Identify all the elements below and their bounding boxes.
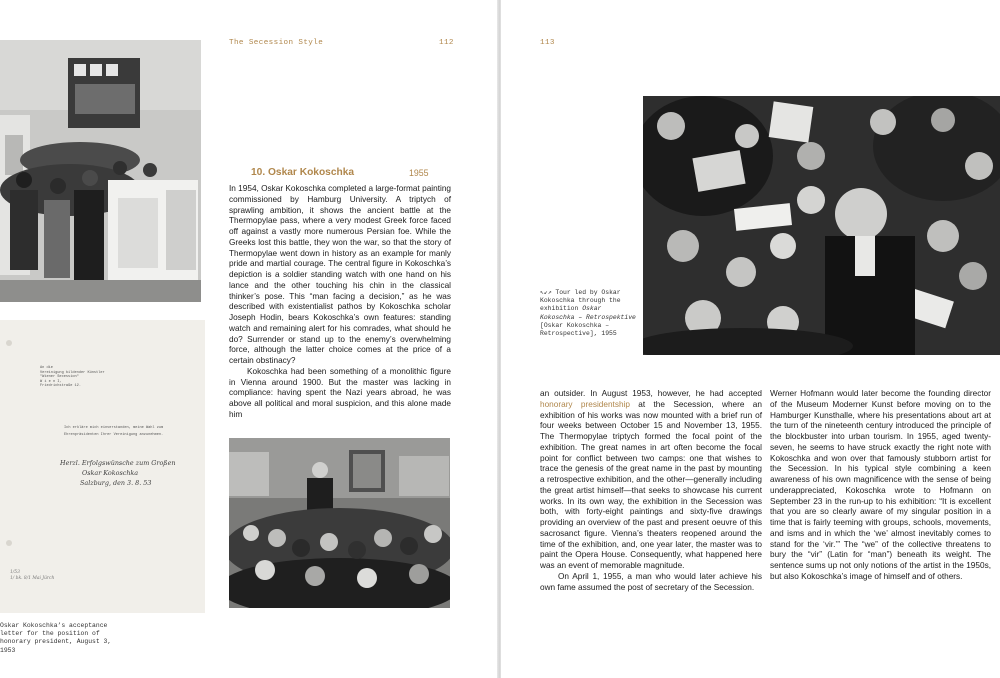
letter-handwriting xyxy=(60,458,175,488)
address-line: W i e n I, xyxy=(40,379,62,384)
section-title: 10. Oskar Kokoschka xyxy=(251,167,355,178)
photo-kokoschka-crowd xyxy=(643,96,1000,355)
right-page xyxy=(501,0,1000,678)
punch-hole xyxy=(6,340,12,346)
letter-body xyxy=(64,425,163,439)
paragraph: Kokoschka had been something of a monolithic figure in Vienna around 1900. But the master was lacking in compliance: having spent the Nazi years abroad, he was above all political and moral suspicion, and this alone made him xyxy=(229,366,451,419)
left-page xyxy=(0,0,498,678)
highlighted-term: honorary presidentship xyxy=(540,399,630,409)
caption-exhibition-title: Oskar Kokoschka – Retrospektive xyxy=(540,305,636,321)
paragraph: In 1954, Oskar Kokoschka completed a large-format painting commissioned by Hamburg University. A triptych of sprawling ambition, it shows the ancient battle at the Thermopylae pass, where a very modest Greek force faced off against a vastly more numerous Persian foe. While the Greeks lost this battle, they won the war, so that the story of Thermopylae went down in history as an example for manly pride and martial courage. The central figure in Kokoschka’s depiction is a soldier standing watch with one hand on his lance and the other touching his chin in the classical thinker’s pose. This “man facing a decision,” as he was described with existentialist pathos by Kokoschka scholar Joseph Hodin, bears Kokoschka’s own features: standing watch and remaining alert for his comrades, what should he do? Surrender or stand up to the enemy’s overwhelming force, although the latter choice comes at the price of a certain obstinacy? xyxy=(229,184,451,365)
text-run: an outsider. In August 1953, however, he had accepted xyxy=(540,389,762,398)
direction-arrows-icon: ↖↙↗ xyxy=(540,289,552,296)
text-column-right xyxy=(770,389,991,583)
letter-address xyxy=(40,366,105,389)
handwriting-line: Herzl. Erfolgswünsche zum Großen xyxy=(60,459,176,467)
page-number-right: 113 xyxy=(540,39,555,47)
caption-text: Tour led by Oskar Kokoschka through the exhibition xyxy=(540,289,621,313)
address-line: Vereinigung bildender Künstler xyxy=(40,370,105,375)
punch-hole xyxy=(6,540,12,546)
address-line: "Wiener Secession" xyxy=(40,375,79,380)
letter-margin-note: 1/53 1/ bk. 8/1 Mai Jürch xyxy=(10,570,55,581)
photos-caption xyxy=(540,289,638,338)
paragraph: On April 1, 1955, a man who would later achieve his own fame assumed the post of secretary of the Secession. xyxy=(540,571,762,592)
address-line: Friedrichstraße 12. xyxy=(40,384,81,389)
text-run: at the Secession, where an exhibition of his works was now mounted with a brief run of four weeks between October 15 and November 13, 1955. The Thermopylae triptych formed the focal point of the exhibition. The great names in art often become the focal point for conflict between two camps: one that wishes to trace the genesis of the great name in the past by mounting a retrospective exhibition, and the other—generally including the great artist himself—that seeks to showcase his current works. In its own way, the exhibition in the Secession was both, with forty-eight paintings and sixty-five drawings providing an overview of the past and present oeuvre of this sacrosanct figure. Vienna’s theaters reopened around the time of the exhibition, and, one year later, the master was to paint the Opera House. Consequently, what happened here was an event of memorable magnitude. xyxy=(540,399,762,570)
paragraph: Werner Hofmann would later become the founding director of the Museum Moderner Kunst before moving on to the Hamburger Kunsthalle, where his presentations about art at the turn of the nineteenth century introduced the principle of the blockbuster into urban tourism. In 1955, aged twenty-seven, he seems to have struck exactly the right note with Kokoschka and won over that famously stubborn artist for the Secession. In his typical style combining a keen awareness of his own magnificence with the sense of being underappreciated, Kokoschka wrote to Hofmann on September 23 in the run-up to his exhibition: “It is excellent that you are so clearly aware of my singular position in a time that is fairly teeming with groups, schools, movements, and isms and in which the ‘we’ almost inevitably comes to stand for the ‘vir.’” The “we” of the collective threatens to bury the “vir” (Latin for “man”) beneath its weight. The sentence sums up not only notions of the artist in the 1950s, but also Kokoschka’s image of himself and of others. xyxy=(770,389,991,581)
handwriting-date: Salzburg, den 3. 8. 53 xyxy=(80,479,152,487)
section-year: 1955 xyxy=(409,168,429,178)
letter-body-line: Ich erkläre mich einverstanden, meine Wahl zum xyxy=(64,426,164,430)
text-column-left xyxy=(229,184,451,421)
caption-text: [Oskar Kokoschka – Retrospective], 1955 xyxy=(540,321,617,338)
address-line: An die xyxy=(40,366,53,370)
photo-kokoschka-speaking xyxy=(229,438,450,608)
signature: Oskar Kokoschka xyxy=(82,469,139,477)
paragraph xyxy=(540,389,762,572)
letter-caption: Oskar Kokoschka’s acceptance letter for the position of honorary president, August 3, 1953 xyxy=(0,622,112,654)
photo-exhibition-entrance xyxy=(0,40,201,302)
letter-body-line: Ehrenpräsidenten Ihrer Vereinigung anzunehmen. xyxy=(64,433,164,437)
text-column-middle xyxy=(540,389,762,593)
page-number-left: 112 xyxy=(439,39,454,47)
letter-scan xyxy=(0,320,205,613)
running-head: The Secession Style xyxy=(229,39,324,47)
